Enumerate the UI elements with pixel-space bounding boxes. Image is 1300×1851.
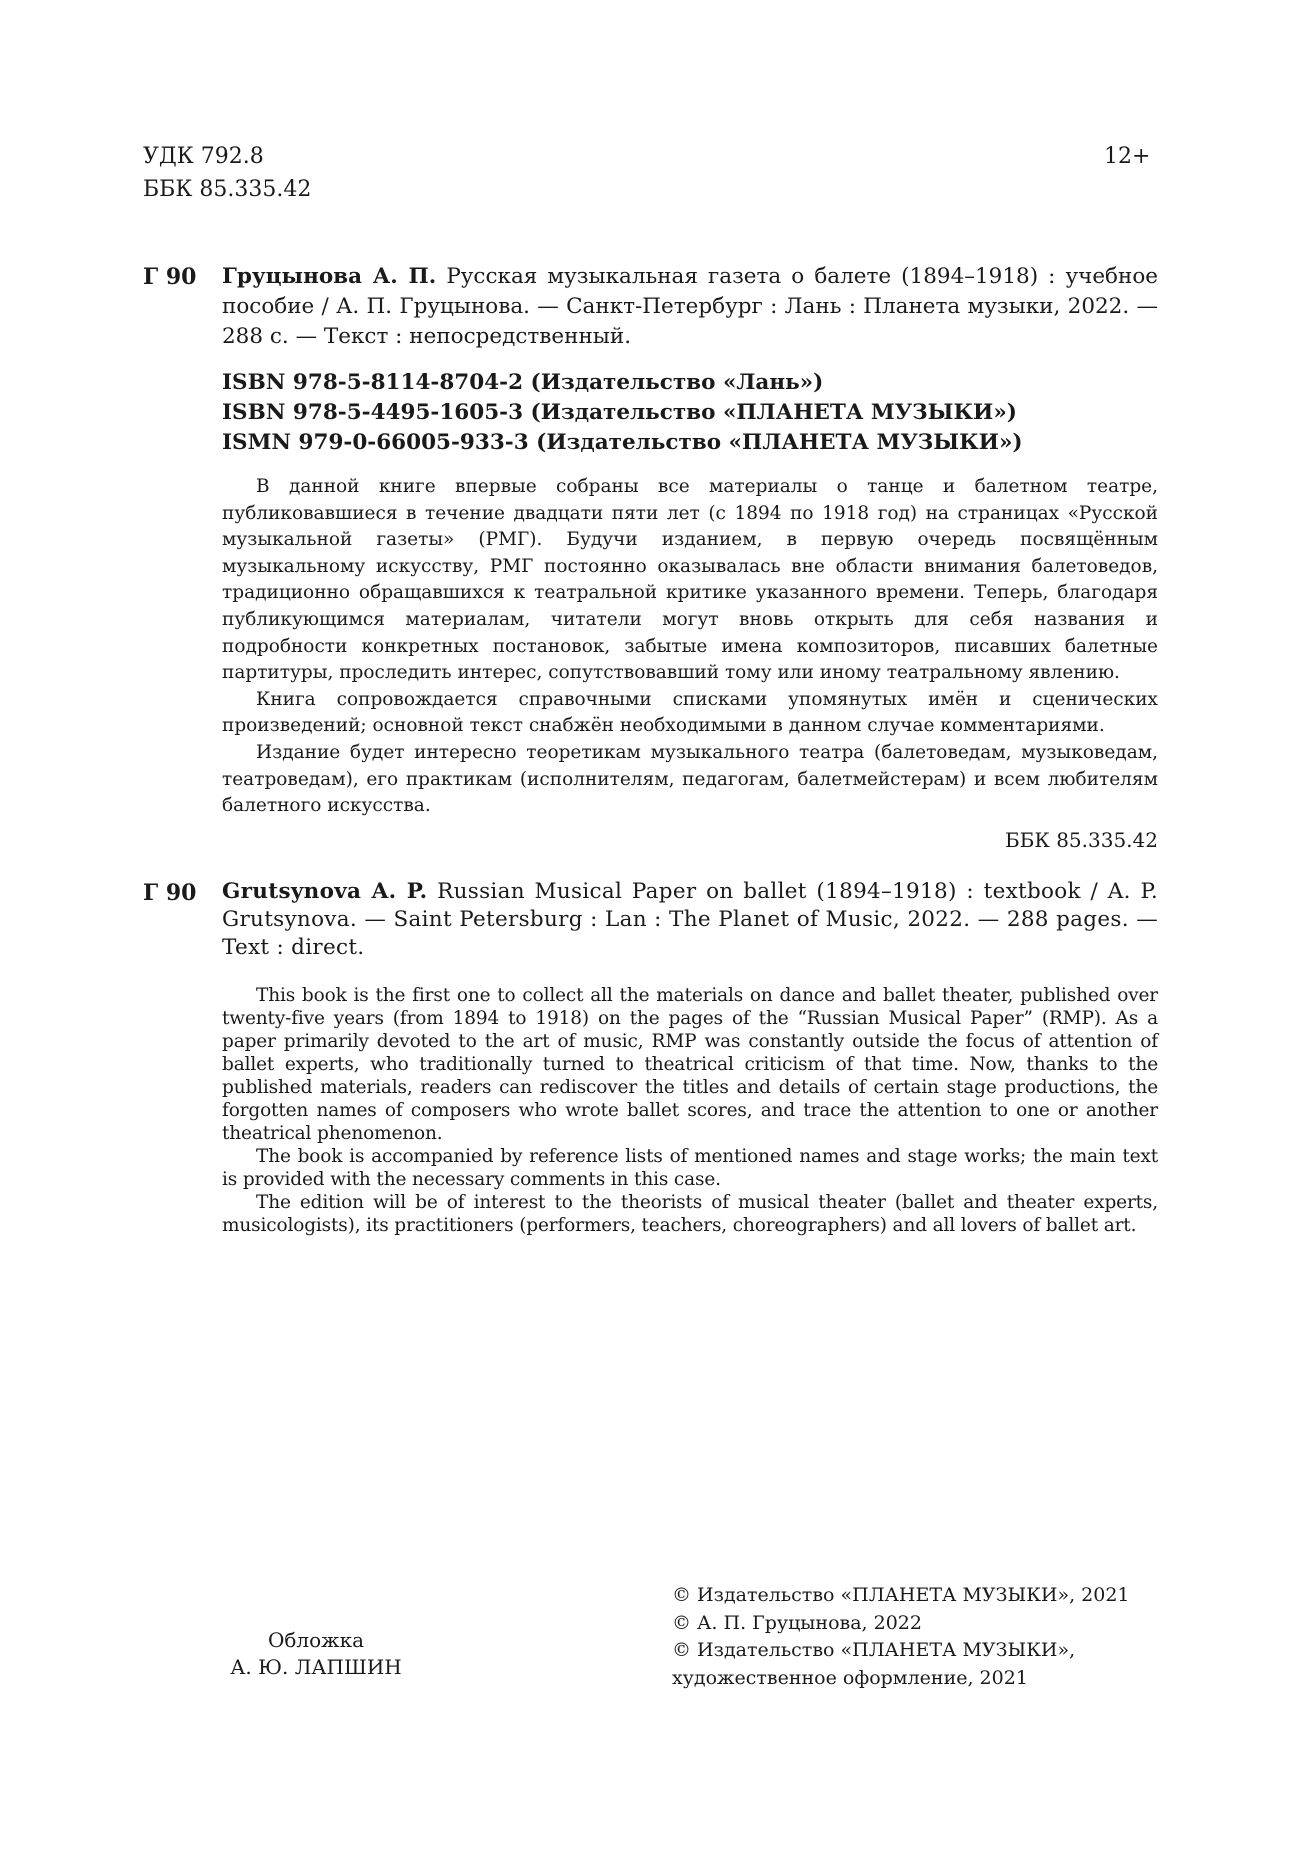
copyright-line: © А. П. Груцынова, 2022 (672, 1611, 922, 1634)
cover-designer: А. Ю. ЛАПШИН (230, 1655, 402, 1679)
bibliographic-entry-en (222, 878, 1158, 962)
abstract-en-paragraph: The edition will be of interest to the theorists of musical theater (ballet and theater experts, musicologists), its practitioners (performers, teachers, choreographers) and all lovers of ballet art. (222, 1192, 1158, 1236)
isbn-lan: ISBN 978-5-8114-8704-2 (Издательство «Лань») (222, 370, 824, 395)
classification-codes (143, 140, 311, 206)
copyright-block (672, 1582, 1130, 1692)
author-mark-ru: Г 90 (143, 264, 197, 290)
isbn-planeta: ISBN 978-5-4495-1605-3 (Издательство «ПЛАНЕТА МУЗЫКИ») (222, 400, 1017, 425)
abstract-ru-paragraph: В данной книге впервые собраны все материалы о танце и балетном театре, публиковавшиеся в течение двадцати пяти лет (с 1894 по 1918 год) на страницах «Русской музыкальной газеты» (РМГ). Будучи изданием, в первую очередь посвящённым музыкальному искусству, РМГ постоянно оказывалась вне области внимания балетоведов, традиционно обращавшихся к театральной критике указанного времени. Теперь, благодаря публикующимся материалам, читатели могут вновь открыть для себя названия и подробности конкретных постановок, забытые имена композиторов, писавших балетные партитуры, проследить интерес, сопутствовавший тому или иному театральному явлению. (222, 476, 1158, 684)
bbk-code: ББК 85.335.42 (143, 177, 312, 202)
abstract-en-paragraph: This book is the first one to collect all the materials on dance and ballet theater, published over twenty-five years (from 1894 to 1918) on the pages of the “Russian Musical Paper” (RMP). As a paper primarily devoted to the art of music, RMP was constantly outside the focus of attention of ballet experts, who traditionally turned to theatrical criticism of that time. Now, thanks to the published materials, readers can rediscover the titles and details of certain stage productions, the forgotten names of composers who wrote ballet scores, and trace the attention to one or another theatrical phenomenon. (222, 985, 1158, 1144)
abstract-en-paragraph: The book is accompanied by reference lists of mentioned names and stage works; the main text is provided with the necessary comments in this case. (222, 1146, 1158, 1190)
bibliographic-entry-ru (222, 262, 1158, 352)
copyright-line: художественное оформление, 2021 (672, 1666, 1028, 1689)
entry-text-ru: Русская музыкальная газета о балете (1894–1918) : учебное пособие / А. П. Груцынова. — Санкт-Петербург : Лань : Планета музыки, 2022. — 288 с. — Текст : непосредственный. (222, 264, 1159, 349)
bbk-footer: ББК 85.335.42 (1004, 827, 1158, 852)
russian-record (222, 262, 1158, 854)
copyright-line: © Издательство «ПЛАНЕТА МУЗЫКИ», 2021 (672, 1584, 1130, 1606)
age-rating: 12+ (1104, 144, 1151, 169)
cover-credit (206, 1627, 426, 1681)
author-name-en: Grutsynova A. P. (222, 879, 428, 904)
abstract-ru-paragraph: Книга сопровождается справочными списками упомянутых имён и сценических произведений; основной текст снабжён необходимыми в данном случае комментариями. (222, 688, 1158, 737)
ismn-planeta: ISMN 979-0-66005-933-3 (Издательство «ПЛАНЕТА МУЗЫКИ») (222, 430, 1023, 455)
english-record (222, 878, 1158, 1237)
author-name-ru: Груцынова А. П. (222, 264, 437, 289)
copyright-line: © Издательство «ПЛАНЕТА МУЗЫКИ», (672, 1639, 1076, 1661)
abstract-ru-paragraph: Издание будет интересно теоретикам музыкального театра (балетоведам, музыковедам, театроведам), его практикам (исполнителям, педагогам, балетмейстерам) и всем любителям балетного искусства. (222, 741, 1158, 817)
cover-label: Обложка (267, 1628, 364, 1652)
author-mark-en: Г 90 (143, 880, 197, 906)
isbn-list (222, 368, 1158, 458)
udk-code: УДК 792.8 (143, 144, 264, 169)
entry-text-en: Russian Musical Paper on ballet (1894–1918) : textbook / A. P. Grutsynova. — Saint Petersburg : Lan : The Planet of Music, 2022. — 288 pages. — Text : direct. (222, 879, 1158, 960)
abstract-en (222, 984, 1158, 1237)
abstract-ru (222, 474, 1158, 854)
